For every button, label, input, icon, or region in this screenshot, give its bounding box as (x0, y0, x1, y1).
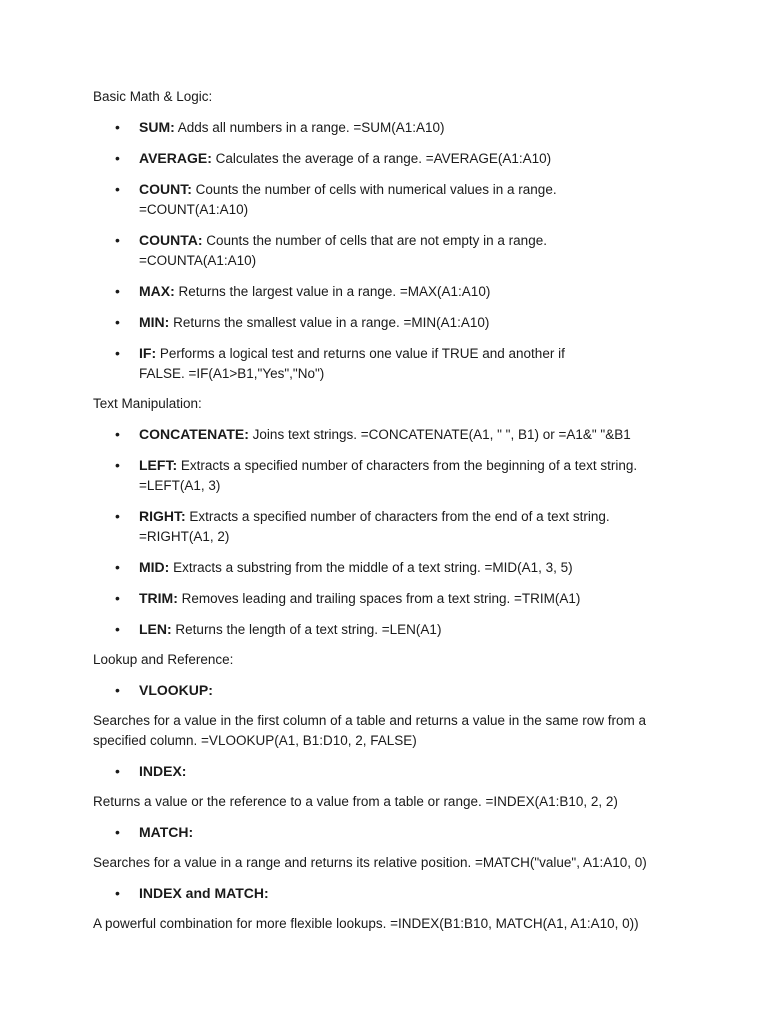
list-item (93, 281, 659, 302)
function-name: LEN: (139, 621, 172, 637)
lookup-function-list (93, 883, 693, 904)
list-item (93, 230, 559, 271)
bullet-icon: • (115, 885, 120, 901)
function-name: MID: (139, 559, 170, 575)
bullet-icon: • (115, 457, 120, 473)
function-description: Adds all numbers in a range. =SUM(A1:A10) (174, 120, 445, 135)
function-name: INDEX and MATCH: (139, 885, 269, 901)
list-item (93, 148, 659, 169)
function-description: Searches for a value in a range and returns its relative position. =MATCH("value", A1:A10, 0) (93, 855, 647, 870)
function-name: MAX: (139, 283, 175, 299)
math-function-list (93, 117, 693, 384)
bullet-icon: • (115, 590, 120, 606)
list-item (93, 455, 644, 496)
function-name: TRIM: (139, 590, 178, 606)
function-description: Performs a logical test and returns one value if TRUE and another if FALSE. =IF(A1>B1,"Yes","No") (139, 346, 565, 381)
text-function-list (93, 424, 693, 640)
function-name: LEFT: (139, 457, 178, 473)
bullet-icon: • (115, 824, 120, 840)
list-item (93, 822, 579, 843)
function-description: Returns the largest value in a range. =MAX(A1:A10) (174, 284, 491, 299)
list-item (93, 619, 659, 640)
list-item (93, 424, 699, 445)
function-name: IF: (139, 345, 157, 361)
function-description: Counts the number of cells with numerical values in a range. =COUNT(A1:A10) (139, 182, 557, 217)
function-name: AVERAGE: (139, 150, 212, 166)
list-item (93, 883, 579, 904)
function-name: MIN: (139, 314, 170, 330)
function-name: VLOOKUP: (139, 682, 213, 698)
function-description: Calculates the average of a range. =AVERAGE(A1:A10) (211, 151, 552, 166)
section-heading-text: Text Manipulation: (93, 396, 202, 411)
function-name: COUNT: (139, 181, 192, 197)
bullet-icon: • (115, 763, 120, 779)
function-name: MATCH: (139, 824, 194, 840)
lookup-function-list (93, 822, 693, 843)
function-name: COUNTA: (139, 232, 203, 248)
function-description: Returns the smallest value in a range. =MIN(A1:A10) (169, 315, 490, 330)
lookup-function-list (93, 761, 693, 782)
list-item (93, 761, 579, 782)
function-name: CONCATENATE: (139, 426, 249, 442)
function-description: A powerful combination for more flexible lookups. =INDEX(B1:B10, MATCH(A1, A1:A10, 0)) (93, 916, 639, 931)
bullet-icon: • (115, 314, 120, 330)
list-item (93, 117, 579, 138)
section-heading-math: Basic Math & Logic: (93, 89, 213, 104)
bullet-icon: • (115, 621, 120, 637)
function-description: Counts the number of cells that are not empty in a range. =COUNTA(A1:A10) (139, 233, 547, 268)
function-description: Returns the length of a text string. =LEN(A1) (171, 622, 442, 637)
bullet-icon: • (115, 181, 120, 197)
function-name: SUM: (139, 119, 175, 135)
function-name: INDEX: (139, 763, 187, 779)
bullet-icon: • (115, 508, 120, 524)
bullet-icon: • (115, 232, 120, 248)
list-item (93, 557, 679, 578)
bullet-icon: • (115, 426, 120, 442)
bullet-icon: • (115, 119, 120, 135)
function-description: Removes leading and trailing spaces from a text string. =TRIM(A1) (177, 591, 581, 606)
function-description: Searches for a value in the first column of a table and returns a value in the same row from a specified column. =VLOOKUP(A1, B1:D10, 2, FALSE) (93, 713, 647, 748)
list-item (93, 680, 579, 701)
list-item (93, 343, 609, 384)
document-page (93, 87, 693, 944)
bullet-icon: • (115, 682, 120, 698)
section-heading-lookup: Lookup and Reference: (93, 652, 234, 667)
list-item (93, 506, 619, 547)
bullet-icon: • (115, 283, 120, 299)
list-item (93, 312, 659, 333)
lookup-function-list (93, 680, 693, 701)
function-description: Returns a value or the reference to a value from a table or range. =INDEX(A1:B10, 2, 2) (93, 794, 618, 809)
bullet-icon: • (115, 559, 120, 575)
function-description: Extracts a specified number of characters from the end of a text string. =RIGHT(A1, 2) (139, 509, 610, 544)
function-description: Joins text strings. =CONCATENATE(A1, " ", B1) or =A1&" "&B1 (248, 427, 631, 442)
function-name: RIGHT: (139, 508, 186, 524)
bullet-icon: • (115, 150, 120, 166)
function-description: Extracts a specified number of characters from the beginning of a text string. =LEFT(A1, 3) (139, 458, 638, 493)
list-item (93, 179, 559, 220)
function-description: Extracts a substring from the middle of a text string. =MID(A1, 3, 5) (169, 560, 573, 575)
list-item (93, 588, 699, 609)
bullet-icon: • (115, 345, 120, 361)
